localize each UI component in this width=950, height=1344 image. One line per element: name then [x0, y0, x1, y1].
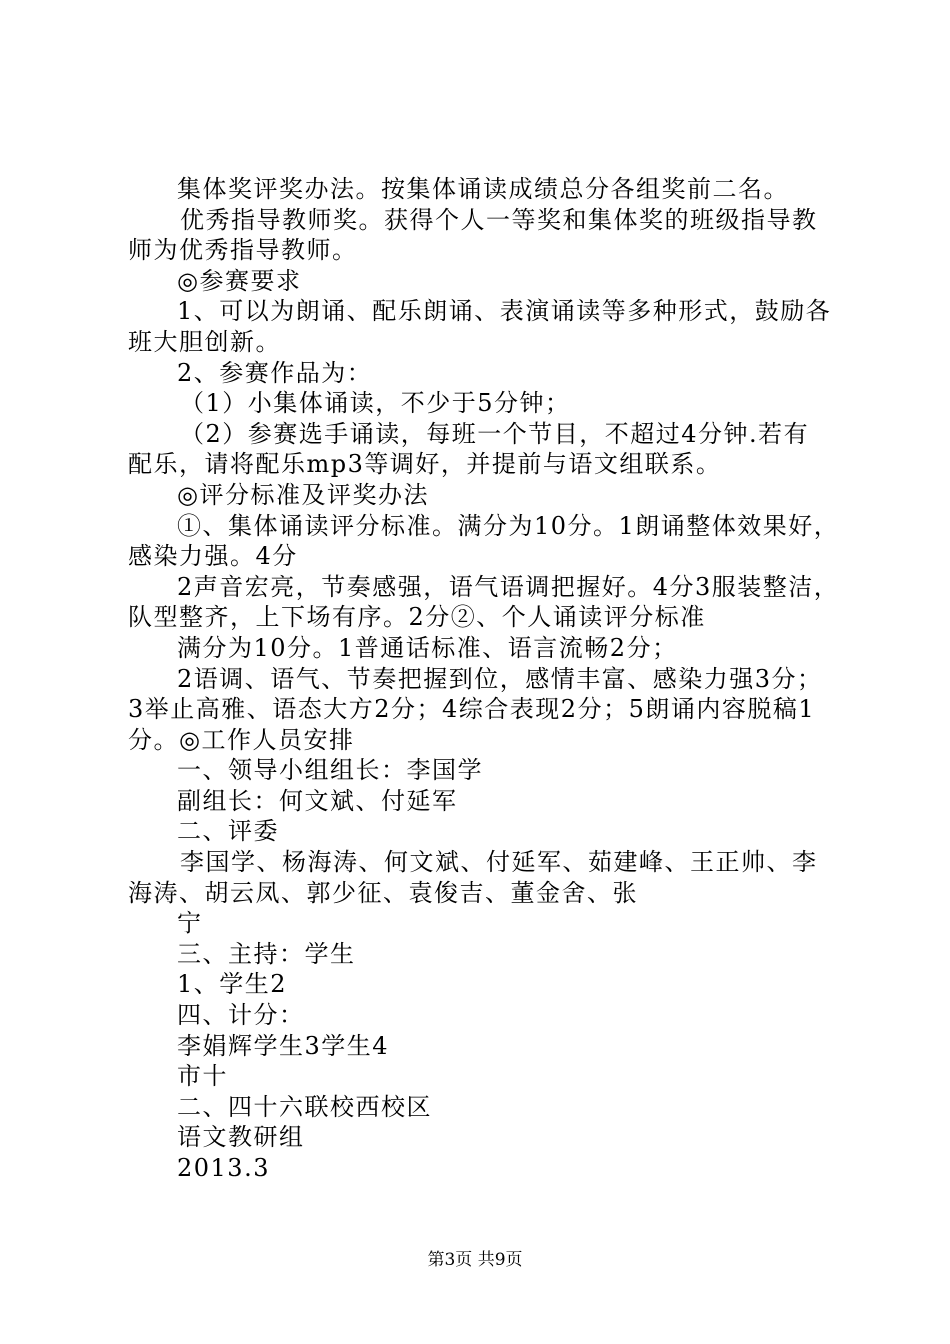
- paragraph-line: 海涛、胡云凤、郭少征、袁俊吉、董金舍、张: [128, 878, 638, 907]
- paragraph-line: （1）小集体诵读，不少于5分钟；: [180, 389, 571, 418]
- document-body: [128, 174, 838, 1184]
- paragraph-line: 2声音宏亮，节奏感强，语气语调把握好。4分3服装整洁，: [177, 572, 840, 601]
- paragraph-line: 副组长：何文斌、付延军: [177, 786, 458, 815]
- paragraph-line: 优秀指导教师奖。获得个人一等奖和集体奖的班级指导教: [180, 205, 818, 234]
- paragraph-line: 集体奖评奖办法。按集体诵读成绩总分各组奖前二名。: [177, 175, 789, 203]
- paragraph-line: 2、参赛作品为：: [177, 358, 373, 387]
- paragraph-line: 分。◎工作人员安排: [128, 725, 355, 754]
- paragraph-line: 2语调、语气、节奏把握到位，感情丰富、感染力强3分；: [177, 664, 823, 693]
- paragraph-line: 宁: [177, 909, 203, 938]
- section-heading: ◎评分标准及评奖办法: [177, 480, 429, 509]
- paragraph-line: 2013.3: [177, 1154, 270, 1182]
- paragraph-line: 1、可以为朗诵、配乐朗诵、表演诵读等多种形式，鼓励各: [177, 297, 832, 326]
- paragraph-line: 感染力强。4分: [128, 542, 298, 571]
- page-footer: 第3页 共9页: [427, 1250, 523, 1270]
- paragraph-line: 市十: [177, 1062, 228, 1091]
- paragraph-line: 满分为10分。1普通话标准、语言流畅2分；: [177, 633, 678, 662]
- paragraph-line: 师为优秀指导教师。: [128, 236, 358, 265]
- paragraph-line: 李娟辉学生3学生4: [177, 1031, 390, 1060]
- paragraph-line: 配乐，请将配乐mp3等调好，并提前与语文组联系。: [128, 450, 722, 479]
- paragraph-line: 队型整齐，上下场有序。2分②、个人诵读评分标准: [128, 603, 706, 632]
- paragraph-line: 二、四十六联校西校区: [177, 1092, 432, 1121]
- paragraph-line: 三、主持：学生: [177, 939, 356, 968]
- paragraph-line: 班大胆创新。: [128, 327, 281, 356]
- paragraph-line: 1、学生2: [177, 970, 288, 999]
- paragraph-line: 李国学、杨海涛、何文斌、付延军、茹建峰、王正帅、李: [180, 848, 818, 877]
- paragraph-line: ①、集体诵读评分标准。满分为10分。1朗诵整体效果好，: [177, 511, 840, 540]
- paragraph-line: 语文教研组: [177, 1123, 305, 1152]
- paragraph-line: 四、计分：: [177, 1001, 305, 1030]
- paragraph-line: 二、评委: [177, 817, 279, 846]
- paragraph-line: 3举止高雅、语态大方2分；4综合表现2分；5朗诵内容脱稿1: [128, 695, 816, 724]
- paragraph-line: 一、领导小组组长：李国学: [177, 756, 483, 785]
- paragraph-line: （2）参赛选手诵读，每班一个节目，不超过4分钟.若有: [180, 419, 810, 448]
- section-heading: ◎参赛要求: [177, 266, 302, 295]
